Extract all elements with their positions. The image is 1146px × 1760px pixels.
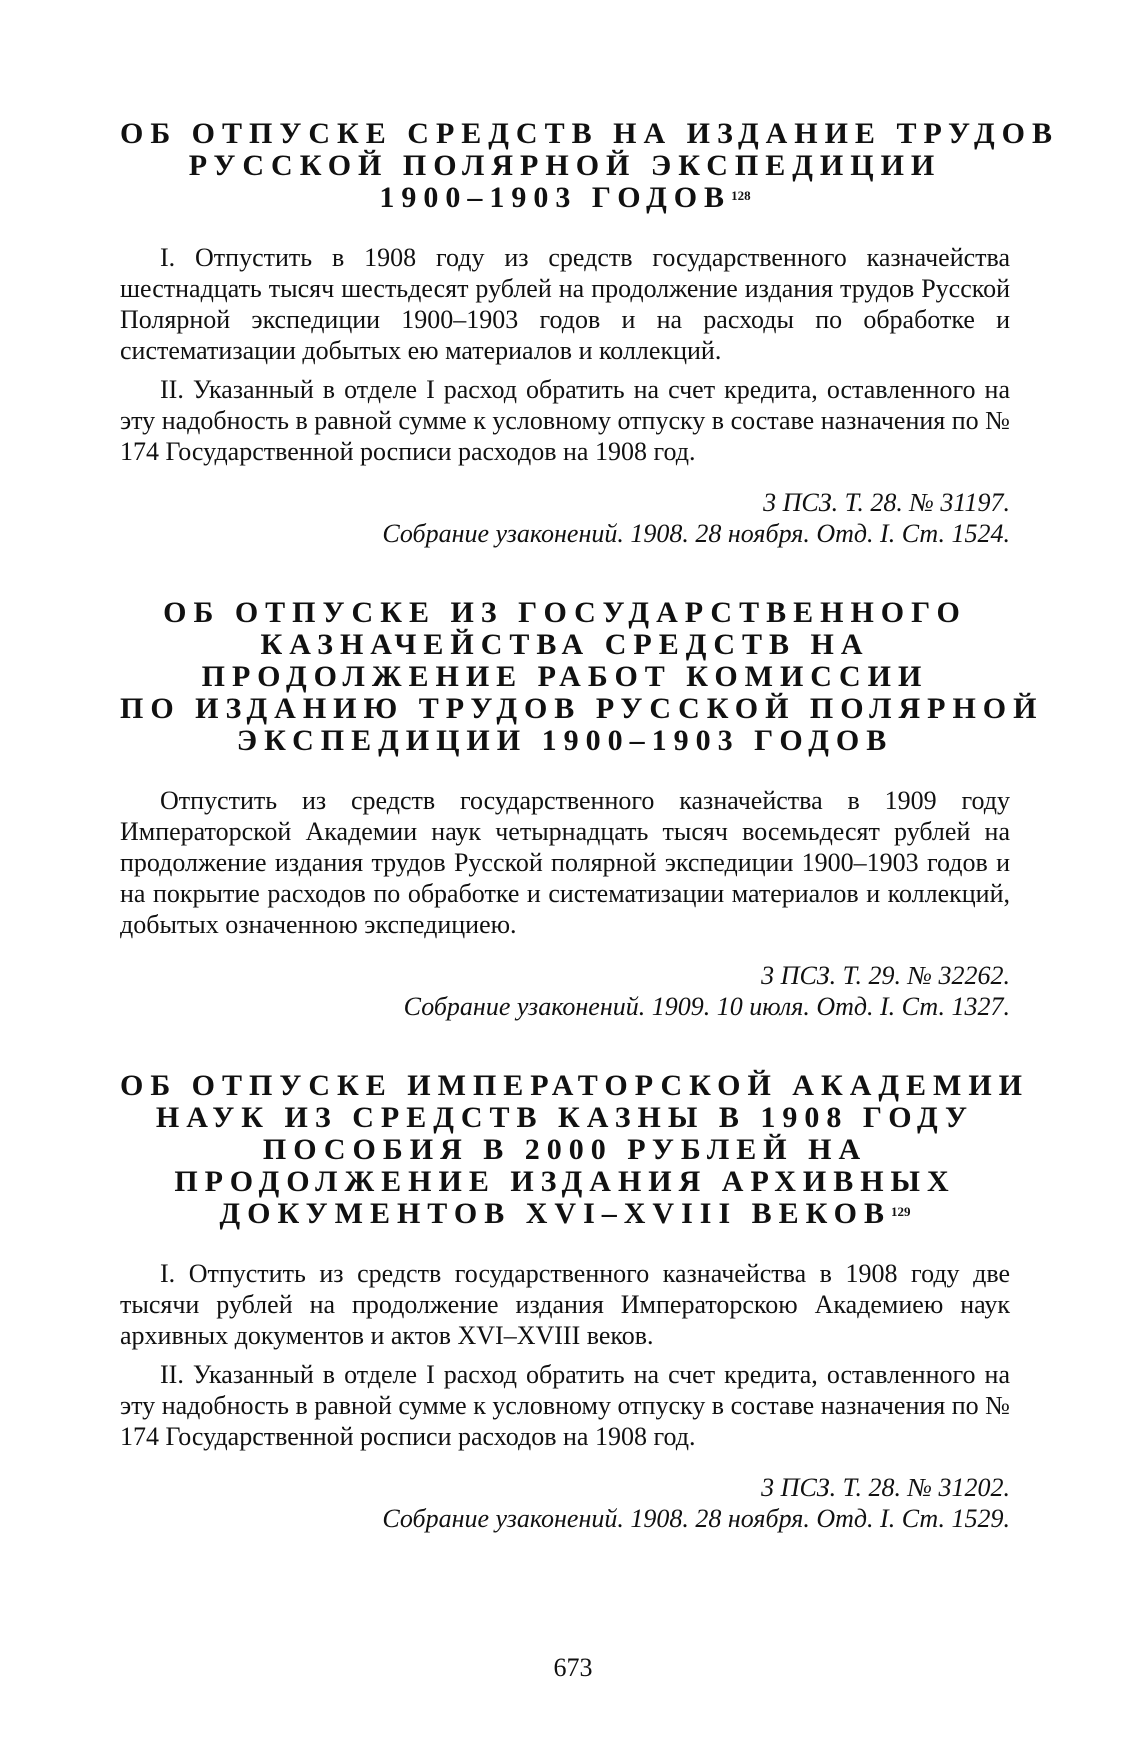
footnote-marker: 128 — [731, 188, 751, 203]
title-line: ПО ИЗДАНИЮ ТРУДОВ РУССКОЙ ПОЛЯРНОЙ — [120, 692, 1044, 725]
title-line: ОБ ОТПУСКЕ ИЗ ГОСУДАРСТВЕННОГО — [163, 596, 967, 629]
title-line — [120, 1198, 1010, 1230]
title-line: ОБ ОТПУСКЕ ИМПЕРАТОРСКОЙ АКАДЕМИИ — [120, 1069, 1030, 1102]
source-citation: 3 ПСЗ. Т. 28. № 31197. — [763, 488, 1010, 517]
title-line: РУССКОЙ ПОЛЯРНОЙ ЭКСПЕДИЦИИ — [188, 149, 942, 182]
footnote-marker: 129 — [891, 1204, 911, 1219]
section-1-title — [120, 117, 1059, 214]
title-line: ПРОДОЛЖЕНИЕ РАБОТ КОМИССИИ — [201, 660, 929, 693]
source-citation: 3 ПСЗ. Т. 29. № 32262. — [761, 961, 1010, 990]
title-text: 1900–1903 ГОДОВ — [379, 181, 732, 214]
title-line: ПОСОБИЯ В 2000 РУБЛЕЙ НА — [262, 1133, 868, 1166]
section-3 — [120, 1069, 1030, 1534]
title-line: ЭКСПЕДИЦИИ 1900–1903 ГОДОВ — [236, 724, 894, 757]
title-line: ОБ ОТПУСКЕ СРЕДСТВ НА ИЗДАНИЕ ТРУДОВ — [120, 117, 1059, 150]
source-citation: Собрание узаконений. 1908. 28 ноября. Отд. I. Ст. 1529. — [382, 1504, 1010, 1533]
title-line: КАЗНАЧЕЙСТВА СРЕДСТВ НА — [260, 628, 870, 661]
source-citation: Собрание узаконений. 1908. 28 ноября. Отд. I. Ст. 1524. — [382, 519, 1010, 548]
title-line — [120, 182, 1010, 214]
source-citation: Собрание узаконений. 1909. 10 июля. Отд. I. Ст. 1327. — [403, 992, 1010, 1021]
section-1 — [120, 117, 1059, 549]
section-2 — [120, 596, 1044, 1022]
title-line: НАУК ИЗ СРЕДСТВ КАЗНЫ В 1908 ГОДУ — [155, 1101, 975, 1134]
source-citation: 3 ПСЗ. Т. 28. № 31202. — [761, 1473, 1010, 1502]
paragraph: Отпустить из средств государственного казначейства в 1909 году Императорской Академии наук четырнадцать тысяч восемьдесят рублей на продолжение издания трудов Русской полярной экспедиции 1900–1903 годов и на покрытие расходов по обработке и систематизации материалов и коллекций, добытых означенною экспедициею. — [120, 786, 1010, 939]
section-3-title — [120, 1069, 1030, 1230]
paragraph: I. Отпустить в 1908 году из средств государственного казначейства шестнадцать тысяч шестьдесят рублей на продолжение издания трудов Русской Полярной экспедиции 1900–1903 годов и на расходы по обработке и систематизации добытых ею материалов и коллекций. — [120, 243, 1010, 365]
paragraph: II. Указанный в отделе I расход обратить на счет кредита, оставленного на эту надобность в равной сумме к условному отпуску в составе назначения по № 174 Государственной росписи расходов на 1908 год. — [120, 375, 1010, 466]
section-2-title — [120, 596, 1044, 757]
paragraph: I. Отпустить из средств государственного казначейства в 1908 году две тысячи рублей на продолжение издания Императорскою Академиею наук архивных документов и актов XVI–XVIII веков. — [120, 1259, 1010, 1350]
document-page — [120, 117, 1059, 1534]
page-number: 673 — [553, 1653, 593, 1682]
paragraph: II. Указанный в отделе I расход обратить на счет кредита, оставленного на эту надобность в равной сумме к условному отпуску в составе назначения по № 174 Государственной росписи расходов на 1908 год. — [120, 1360, 1010, 1451]
title-line: ПРОДОЛЖЕНИЕ ИЗДАНИЯ АРХИВНЫХ — [174, 1165, 956, 1198]
title-text: ДОКУМЕНТОВ XVI–XVIII ВЕКОВ — [219, 1197, 891, 1230]
